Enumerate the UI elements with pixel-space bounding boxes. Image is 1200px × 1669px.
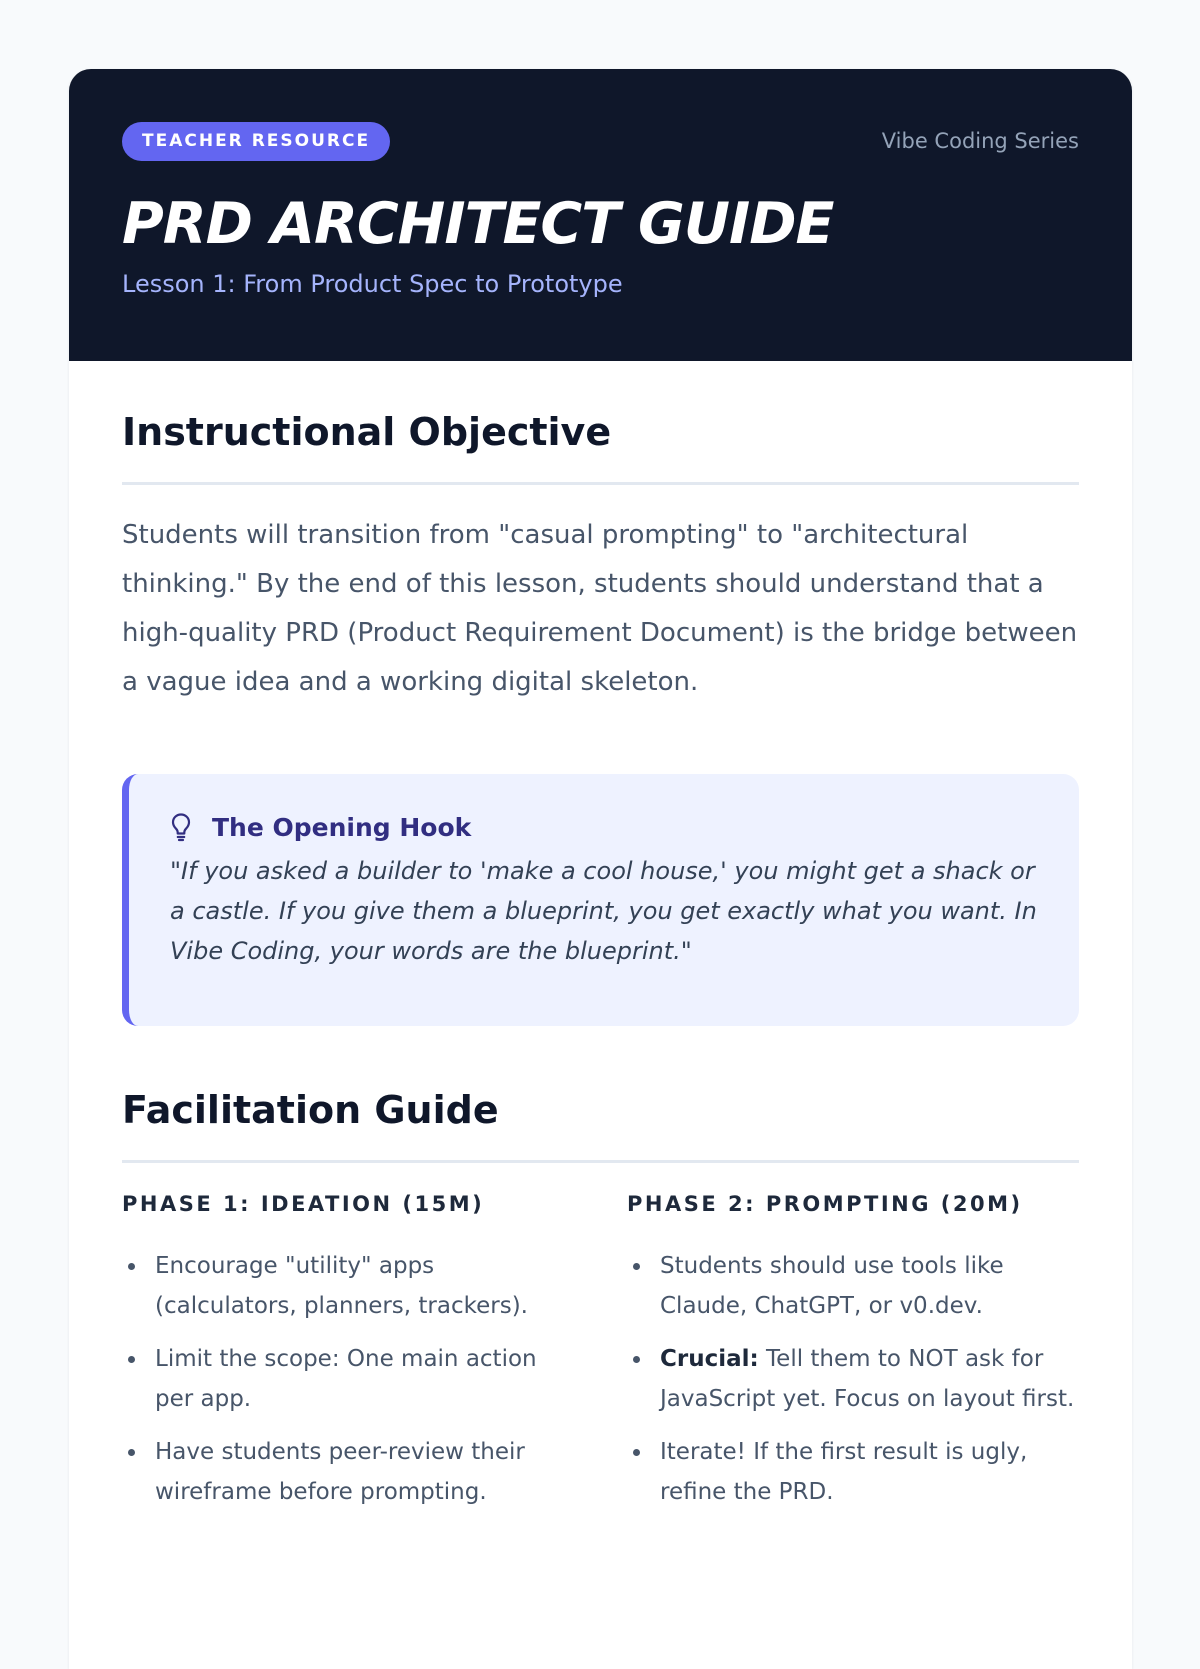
header-banner — [69, 69, 1132, 361]
list-item — [627, 1339, 1077, 1419]
hook-title: The Opening Hook — [212, 812, 472, 842]
item-text: Iterate! If the first result is ugly, refine the PRD. — [660, 1439, 1028, 1505]
hook-quote: "If you asked a builder to 'make a cool house,' you might get a shack or a castle. If you give them a blueprint, you get exactly what you want. In Vibe Coding, your words are the blueprint." — [170, 857, 1037, 965]
objective-heading: Instructional Objective — [122, 410, 612, 454]
list-item — [627, 1432, 1077, 1512]
item-text: Tell them to NOT ask for JavaScript yet. Focus on layout first. — [660, 1346, 1075, 1412]
objective-divider — [122, 482, 1079, 485]
page-title: PRD ARCHITECT GUIDE — [122, 191, 834, 257]
crucial-label: Crucial: — [660, 1346, 759, 1372]
phase-1-column — [122, 1190, 572, 1525]
lesson-card — [69, 69, 1132, 1669]
facilitation-divider — [122, 1160, 1079, 1163]
list-item: Limit the scope: One main action per app. — [122, 1339, 572, 1419]
item-text: Students should use tools like Claude, ChatGPT, or v0.dev. — [660, 1253, 1004, 1319]
phase-1-heading: PHASE 1: IDEATION (15M) — [122, 1192, 485, 1216]
facilitation-heading: Facilitation Guide — [122, 1088, 499, 1132]
teacher-resource-badge: TEACHER RESOURCE — [122, 122, 390, 161]
phase-2-heading: PHASE 2: PROMPTING (20M) — [627, 1192, 1023, 1216]
hook-header — [170, 812, 1039, 842]
phase-2-column — [627, 1190, 1077, 1525]
series-label: Vibe Coding Series — [881, 129, 1079, 153]
objective-text: Students will transition from "casual prompting" to "architectural thinking." By the end of this lesson, students should understand that a high-quality PRD (Product Requirement Document) is the bridge between a vague idea and a working digital skeleton. — [122, 520, 1078, 697]
list-item — [627, 1246, 1077, 1326]
opening-hook-callout — [122, 774, 1079, 1026]
lesson-subtitle: Lesson 1: From Product Spec to Prototype — [122, 270, 623, 298]
list-item: Encourage "utility" apps (calculators, planners, trackers). — [122, 1246, 572, 1326]
lightbulb-icon — [170, 812, 192, 842]
phase-1-list — [122, 1246, 572, 1512]
list-item: Have students peer-review their wireframe before prompting. — [122, 1432, 572, 1512]
phase-2-list — [627, 1246, 1077, 1512]
